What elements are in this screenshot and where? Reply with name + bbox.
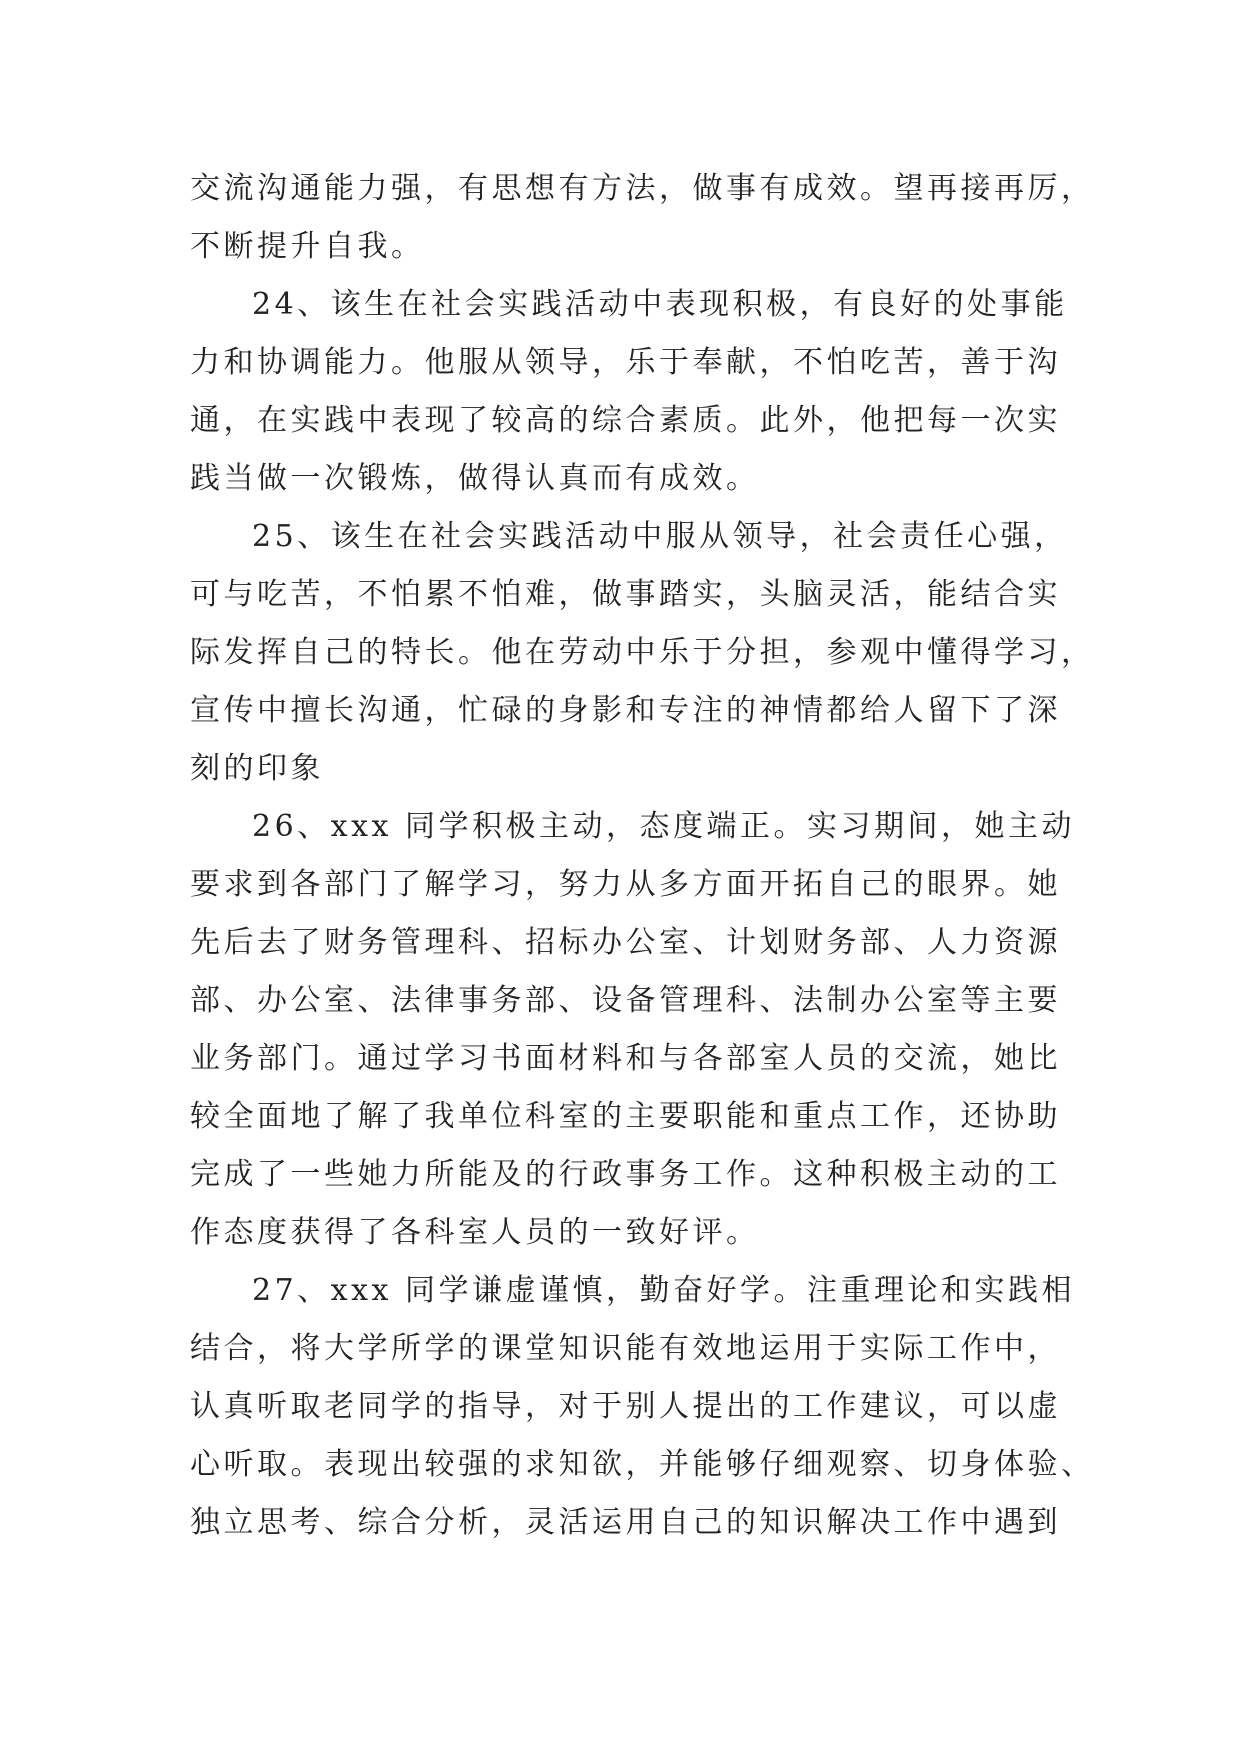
text-line: 27、xxx 同学谦虚谨慎，勤奋好学。注重理论和实践相 bbox=[252, 1273, 1075, 1308]
text-line: 不断提升自我。 bbox=[190, 229, 425, 264]
text-line: 完成了一些她力所能及的行政事务工作。这种积极主动的工 bbox=[190, 1157, 1061, 1192]
document-body bbox=[190, 160, 1095, 1552]
text-line: 结合，将大学所学的课堂知识能有效地运用于实际工作中， bbox=[190, 1331, 1061, 1366]
text-line: 力和协调能力。他服从领导，乐于奉献，不怕吃苦，善于沟 bbox=[190, 345, 1061, 380]
text-line: 际发挥自己的特长。他在劳动中乐于分担，参观中懂得学习， bbox=[190, 635, 1095, 670]
text-line: 24、该生在社会实践活动中表现积极，有良好的处事能 bbox=[252, 287, 1068, 322]
text-line: 践当做一次锻炼，做得认真而有成效。 bbox=[190, 461, 760, 496]
text-line: 25、该生在社会实践活动中服从领导，社会责任心强， bbox=[252, 519, 1068, 554]
text-line: 认真听取老同学的指导，对于别人提出的工作建议，可以虚 bbox=[190, 1389, 1061, 1424]
text-line: 交流沟通能力强，有思想有方法，做事有成效。望再接再厉， bbox=[190, 171, 1095, 206]
text-line: 通，在实践中表现了较高的综合素质。此外，他把每一次实 bbox=[190, 403, 1061, 438]
text-line: 先后去了财务管理科、招标办公室、计划财务部、人力资源 bbox=[190, 925, 1061, 960]
text-line: 可与吃苦，不怕累不怕难，做事踏实，头脑灵活，能结合实 bbox=[190, 577, 1061, 612]
text-line: 作态度获得了各科室人员的一致好评。 bbox=[190, 1215, 760, 1250]
text-line: 业务部门。通过学习书面材料和与各部室人员的交流，她比 bbox=[190, 1041, 1061, 1076]
text-line: 要求到各部门了解学习，努力从多方面开拓自己的眼界。她 bbox=[190, 867, 1061, 902]
text-line: 部、办公室、法律事务部、设备管理科、法制办公室等主要 bbox=[190, 983, 1061, 1018]
text-line: 独立思考、综合分析，灵活运用自己的知识解决工作中遇到 bbox=[190, 1505, 1061, 1540]
text-line: 26、xxx 同学积极主动，态度端正。实习期间，她主动 bbox=[252, 809, 1075, 844]
text-line: 刻的印象 bbox=[190, 751, 324, 786]
text-line: 宣传中擅长沟通，忙碌的身影和专注的神情都给人留下了深 bbox=[190, 693, 1061, 728]
text-line: 心听取。表现出较强的求知欲，并能够仔细观察、切身体验、 bbox=[190, 1447, 1095, 1482]
text-line: 较全面地了解了我单位科室的主要职能和重点工作，还协助 bbox=[190, 1099, 1061, 1134]
